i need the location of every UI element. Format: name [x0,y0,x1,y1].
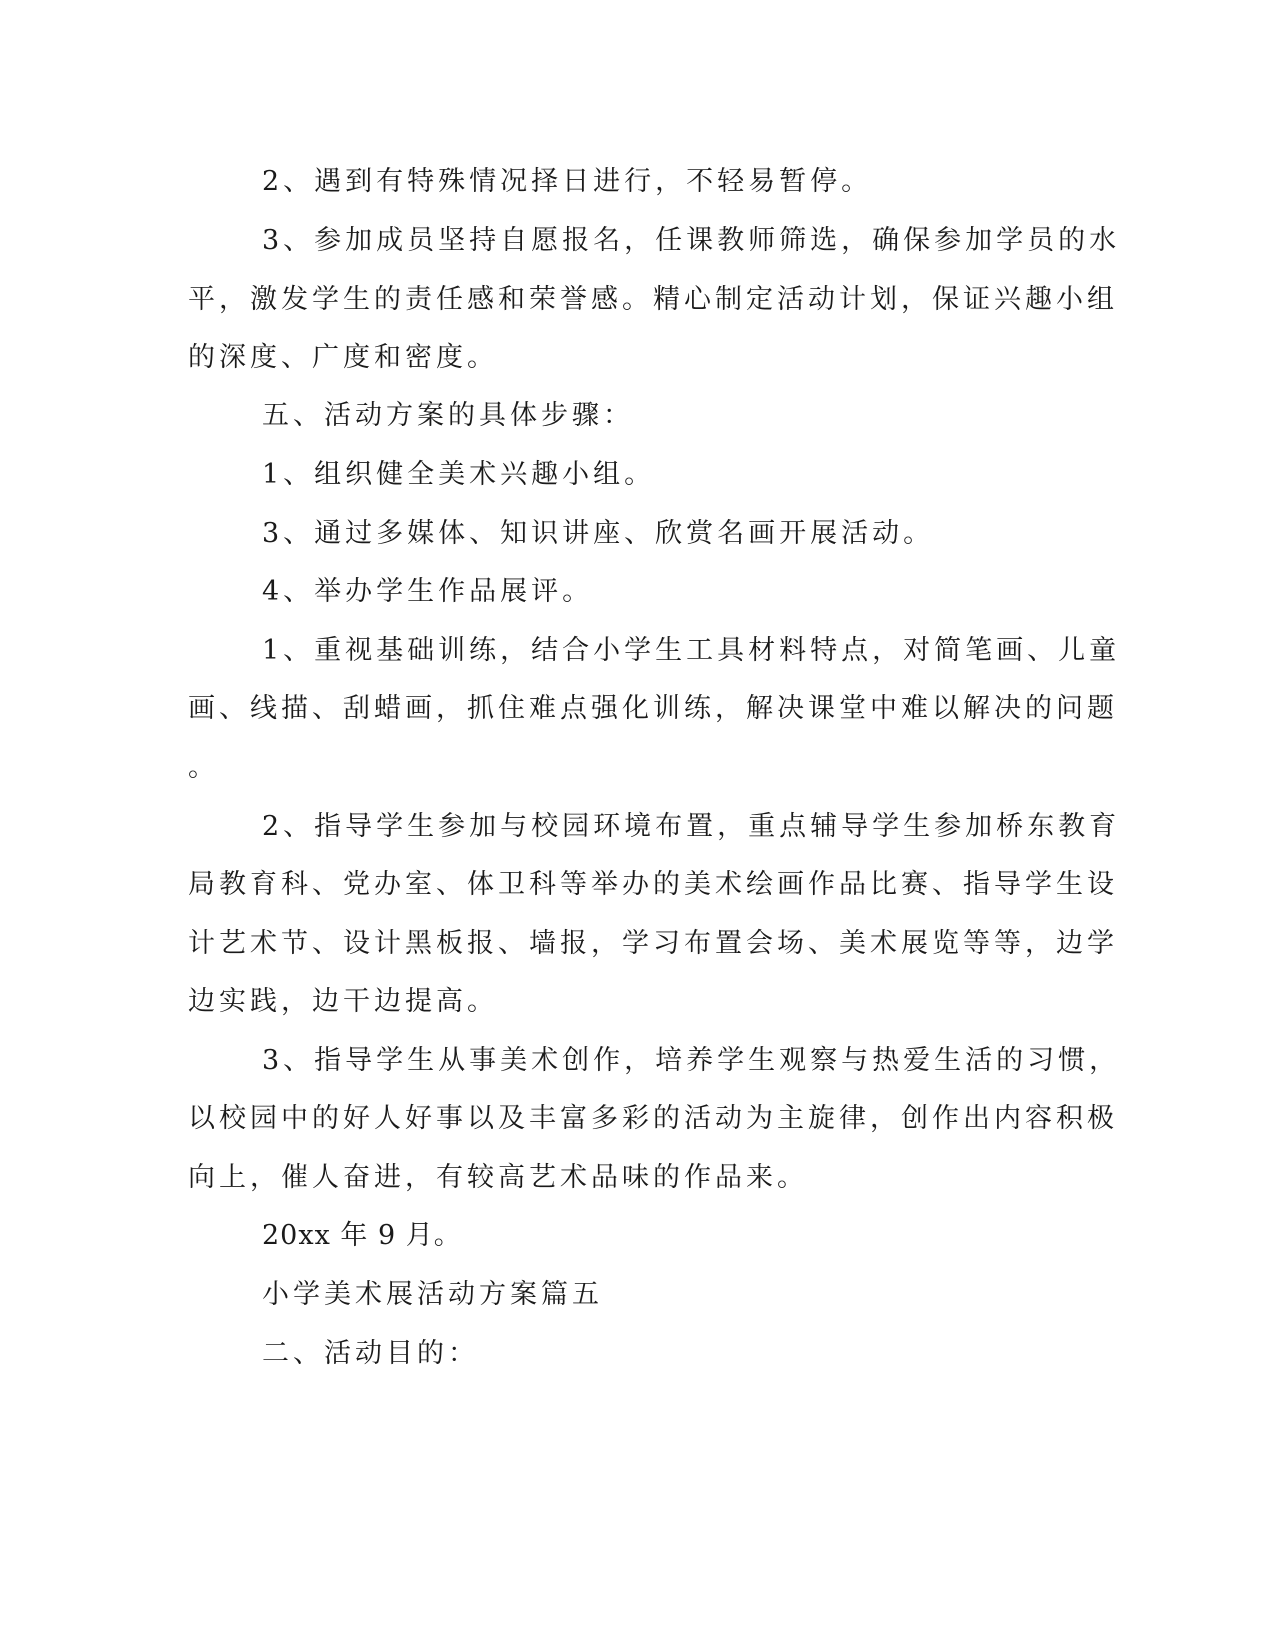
paragraph-special-cases: 2、遇到有特殊情况择日进行，不轻易暂停。 [262,166,873,197]
paragraph-campus-decoration-line-2: 局教育科、党办室、体卫科等举办的美术绘画作品比赛、指导学生设 [188,869,1118,900]
section-heading-purpose: 二、活动目的： [262,1338,479,1369]
list-item-organize-group: 1、组织健全美术兴趣小组。 [262,459,656,490]
paragraph-campus-decoration-line-1: 2、指导学生参加与校园环境布置，重点辅导学生参加桥东教育 [262,811,1121,842]
paragraph-art-creation-line-3: 向上，催人奋进，有较高艺术品味的作品来。 [188,1162,808,1193]
paragraph-basic-training-line-2: 画、线描、刮蜡画，抓住难点强化训练，解决课堂中难以解决的问题 [188,693,1118,724]
paragraph-enrollment-line-3: 的深度、广度和密度。 [188,342,498,373]
paragraph-campus-decoration-line-3: 计艺术节、设计黑板报、墙报，学习布置会场、美术展览等等，边学 [188,928,1118,959]
paragraph-enrollment-line-2: 平，激发学生的责任感和荣誉感。精心制定活动计划，保证兴趣小组 [188,284,1118,315]
paragraph-enrollment-line-1: 3、参加成员坚持自愿报名，任课教师筛选，确保参加学员的水 [262,225,1121,256]
paragraph-campus-decoration-line-4: 边实践，边干边提高。 [188,986,498,1017]
section-heading-steps: 五、活动方案的具体步骤： [262,400,634,431]
document-date: 20xx 年 9 月。 [262,1220,462,1251]
document-section-title: 小学美术展活动方案篇五 [262,1279,603,1310]
paragraph-art-creation-line-2: 以校园中的好人好事以及丰富多彩的活动为主旋律，创作出内容积极 [188,1103,1118,1134]
paragraph-art-creation-line-1: 3、指导学生从事美术创作，培养学生观察与热爱生活的习惯， [262,1045,1121,1076]
list-item-multimedia: 3、通过多媒体、知识讲座、欣赏名画开展活动。 [262,518,935,549]
paragraph-basic-training-line-1: 1、重视基础训练，结合小学生工具材料特点，对简笔画、儿童 [262,635,1121,666]
list-item-exhibition: 4、举办学生作品展评。 [262,576,594,607]
paragraph-basic-training-line-3: 。 [188,752,219,783]
